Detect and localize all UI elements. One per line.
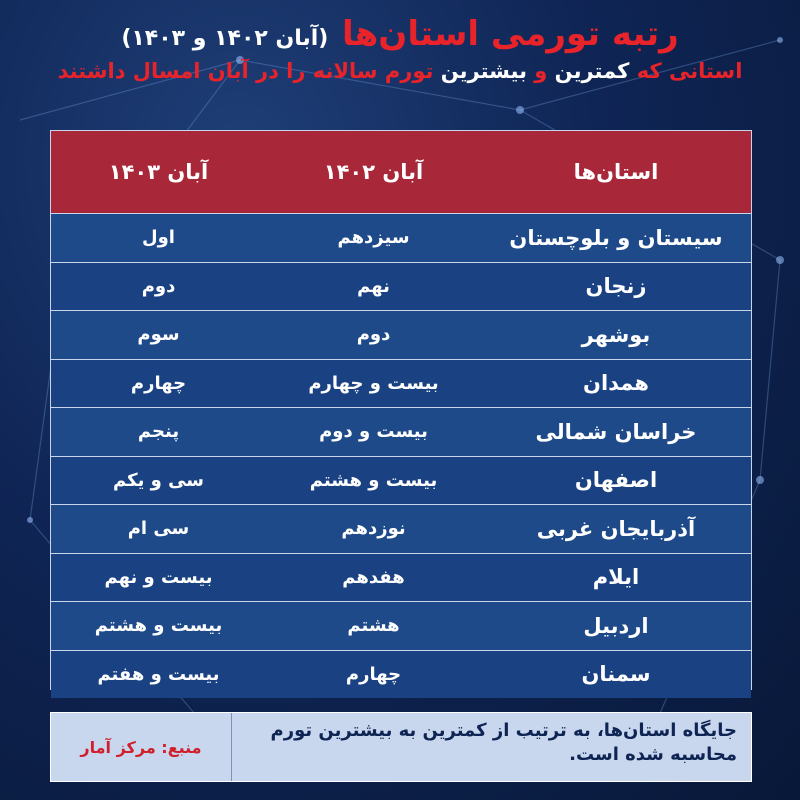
cell-aban-1402: هشتم: [347, 615, 400, 637]
ranking-table: [50, 130, 752, 690]
subtitle-max: بیشترین: [440, 58, 527, 83]
cell-province: اصفهان: [574, 468, 658, 493]
cell-province: زنجان: [585, 274, 647, 299]
header: [20, 14, 780, 83]
header-aban-1403: آبان ۱۴۰۳: [108, 160, 209, 184]
cell-aban-1402: نوزدهم: [341, 518, 406, 540]
table-header: [51, 131, 751, 214]
cell-aban-1402: هفدهم: [342, 566, 405, 588]
cell-province: همدان: [583, 371, 649, 396]
cell-aban-1402: بیست و هشتم: [309, 469, 438, 491]
cell-aban-1402: سیزدهم: [337, 227, 410, 249]
cell-aban-1403: سوم: [137, 324, 180, 346]
table-row: [51, 214, 751, 263]
cell-aban-1403: بیست و هشتم: [94, 615, 223, 637]
table-row: [51, 602, 751, 651]
table-row: [51, 554, 751, 603]
cell-aban-1402: بیست و چهارم: [308, 372, 439, 394]
footer-note: جایگاه استان‌ها، به ترتیب از کمترین به بیشترین تورم محاسبه شده است.: [231, 713, 751, 781]
header-province: استان‌ها: [573, 160, 659, 184]
source-label: منبع: مرکز آمار: [80, 737, 202, 757]
table-row: [51, 505, 751, 554]
title-date-range: (آبان ۱۴۰۲ و ۱۴۰۳): [121, 26, 329, 51]
table-body: [51, 214, 751, 698]
cell-aban-1403: بیست و نهم: [104, 566, 213, 588]
cell-aban-1402: نهم: [357, 275, 390, 297]
page-title: رتبه تورمی استان‌ها: [341, 14, 679, 54]
subtitle-rest: تورم سالانه را در آبان امسال داشتند: [57, 58, 434, 83]
subtitle-min: کمترین: [554, 58, 630, 83]
cell-province: اردبیل: [583, 613, 649, 638]
table-row: [51, 263, 751, 312]
cell-aban-1403: دوم: [141, 275, 176, 297]
table-row: [51, 651, 751, 699]
table-row: [51, 457, 751, 506]
cell-aban-1402: بیست و دوم: [319, 421, 428, 443]
title-line: [20, 14, 780, 55]
cell-aban-1402: دوم: [356, 324, 391, 346]
header-aban-1402: آبان ۱۴۰۲: [323, 160, 424, 184]
cell-province: خراسان شمالی: [535, 419, 697, 444]
cell-province: سمنان: [581, 662, 651, 687]
cell-aban-1403: سی ام: [127, 518, 190, 540]
cell-province: سیستان و بلوچستان: [509, 225, 723, 250]
table-row: [51, 311, 751, 360]
cell-aban-1403: چهارم: [130, 372, 187, 394]
subtitle-part1: استانی که: [636, 58, 743, 83]
cell-aban-1403: پنجم: [137, 421, 180, 443]
cell-province: بوشهر: [581, 322, 651, 347]
subtitle-and: و: [534, 58, 548, 83]
subtitle: [20, 59, 780, 83]
cell-aban-1403: سی و یکم: [113, 469, 204, 491]
cell-province: ایلام: [592, 565, 640, 590]
table-row: [51, 360, 751, 409]
cell-province: آذربایجان غربی: [536, 516, 696, 541]
cell-aban-1402: چهارم: [345, 663, 402, 685]
table-row: [51, 408, 751, 457]
cell-aban-1403: بیست و هفتم: [97, 663, 220, 685]
footer-box: [50, 712, 752, 782]
cell-aban-1403: اول: [142, 227, 175, 249]
